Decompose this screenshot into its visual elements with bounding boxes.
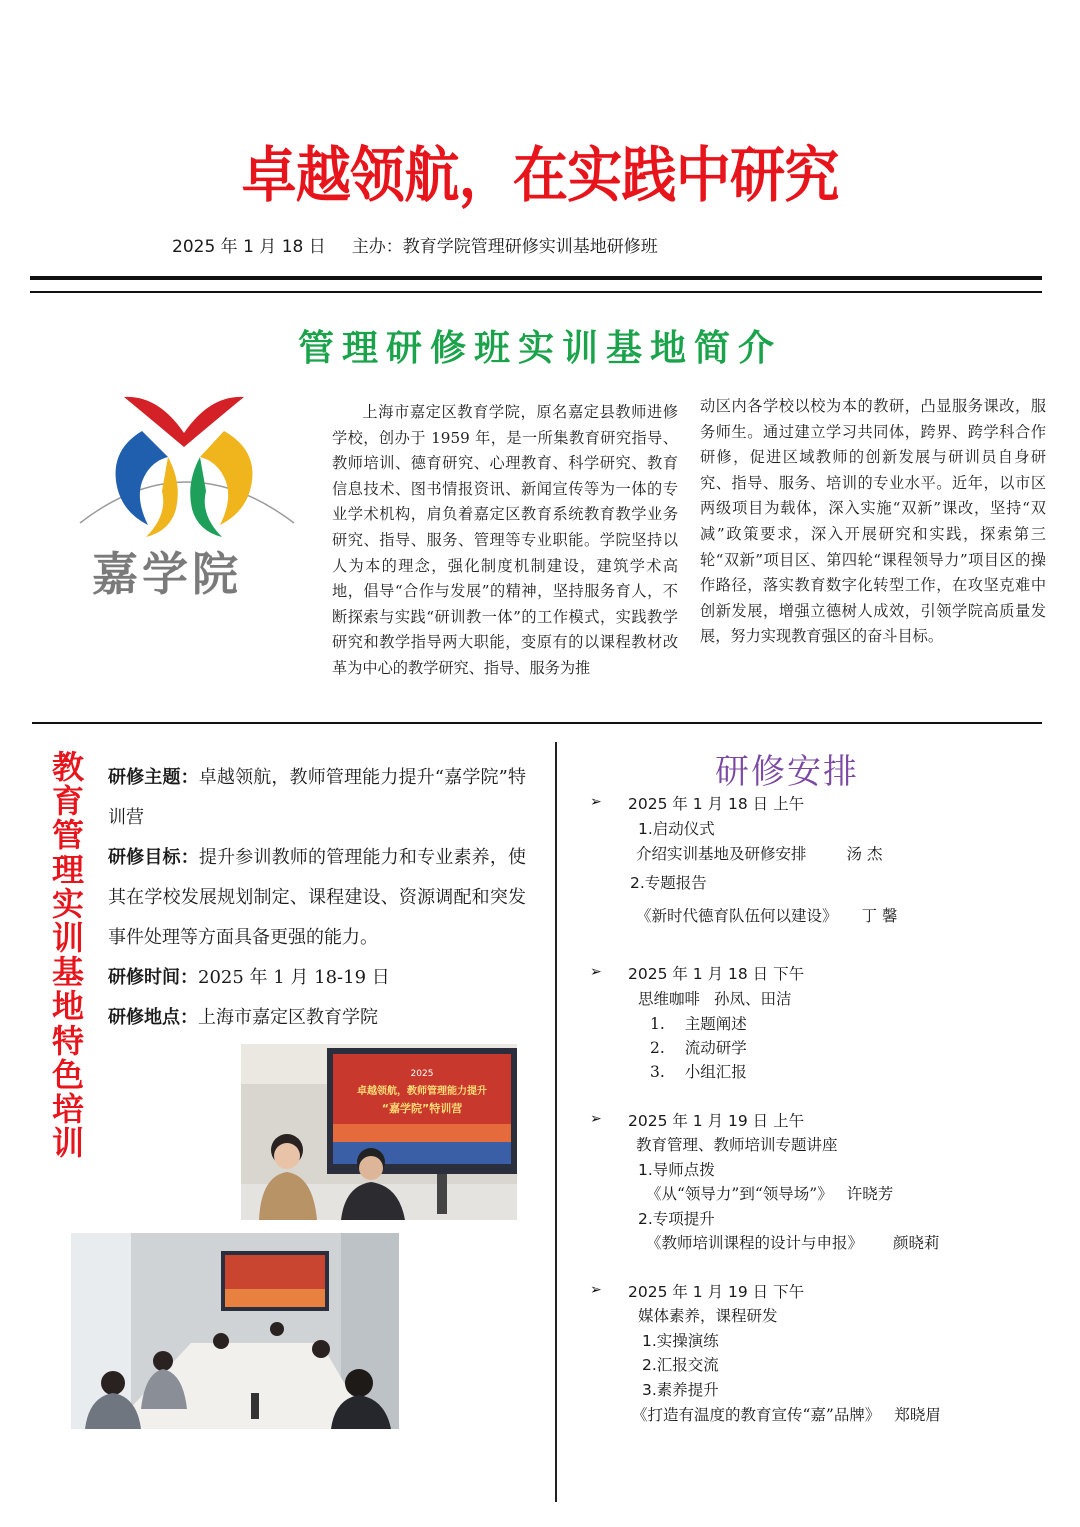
vertical-char: 基 bbox=[51, 953, 84, 992]
session-4-item-1: 1.实操演练 bbox=[642, 1332, 719, 1350]
issue-date: 2025 年 1 月 18 日 bbox=[172, 237, 326, 257]
session-3-item-2: 2.专项提升 bbox=[638, 1210, 715, 1228]
logo-arc bbox=[80, 482, 294, 523]
training-place bbox=[108, 998, 526, 1038]
session-2-head bbox=[638, 987, 792, 1009]
session-4-item-2: 2.汇报交流 bbox=[642, 1356, 719, 1374]
vertical-char: 理 bbox=[51, 850, 84, 889]
speaker-name: 汤 杰 bbox=[846, 845, 883, 863]
session-1-item-1-desc bbox=[636, 842, 882, 864]
logo-yellow-shape bbox=[146, 457, 178, 537]
logo-yellow-right-shape bbox=[200, 431, 252, 525]
goal-label: 研修目标： bbox=[108, 847, 199, 868]
vertical-title bbox=[48, 748, 88, 1163]
arrow-icon: ➢ bbox=[590, 794, 602, 810]
training-details bbox=[108, 758, 526, 1038]
schedule-title: 研修安排 bbox=[715, 752, 859, 792]
session-1-item-2: 2.专题报告 bbox=[630, 874, 707, 892]
meta-line bbox=[172, 232, 658, 257]
main-title: 卓越领航，在实践中研究 bbox=[241, 141, 839, 211]
theme-label: 研修主题： bbox=[108, 767, 199, 788]
intro-text-col-1: 上海市嘉定区教育学院，原名嘉定县教师进修学校，创办于 1959 年，是一所集教育研究指导、教师培训、德育研究、心理教育、科学研究、教育信息技术、图书情报资讯、新闻宣传等为一体的专业学术机构，肩负着嘉定区教育系统教育教学业务研究、指导、服务、管理等专业职能。学院坚持以人为本的理念，强化制度机制建设，建筑学术高地，倡导“合作与发展”的精神，坚持服务育人，不断探索与实践“研训教一体”的工作模式，实践教学研究和教学指导两大职能，变原有的以课程教材改革为中心的教学研究、指导、服务为推 bbox=[332, 403, 678, 677]
session-2-item-3 bbox=[650, 1060, 747, 1082]
vertical-char: 培 bbox=[51, 1090, 84, 1129]
vertical-char: 育 bbox=[51, 782, 84, 821]
photo-meeting-room bbox=[71, 1233, 399, 1429]
logo-green-shape bbox=[190, 457, 222, 537]
arrow-icon: ➢ bbox=[590, 1282, 602, 1298]
vertical-char: 管 bbox=[51, 816, 84, 855]
theme-value: 卓越领航，教师管理能力提升“嘉学院”特训营 bbox=[108, 767, 526, 828]
time-label: 研修时间： bbox=[108, 967, 198, 988]
arrow-icon: ➢ bbox=[590, 964, 602, 980]
vertical-char: 地 bbox=[51, 987, 84, 1026]
vertical-char: 色 bbox=[51, 1055, 84, 1094]
vertical-char: 实 bbox=[51, 884, 84, 923]
arrow-icon: ➢ bbox=[590, 1111, 602, 1127]
time-value: 2025 年 1 月 18-19 日 bbox=[198, 967, 390, 988]
logo-text: 嘉学院 bbox=[92, 547, 242, 601]
session-4-item-3-desc bbox=[632, 1403, 941, 1425]
intro-title: 管理研修班实训基地简介 bbox=[297, 328, 782, 369]
desc-text: 《新时代德育队伍何以建设》 bbox=[636, 907, 838, 925]
speaker-name: 许晓芳 bbox=[846, 1185, 894, 1203]
speaker-name: 丁 馨 bbox=[861, 907, 898, 925]
header-rule-thick bbox=[30, 276, 1042, 280]
header-rule-thin bbox=[30, 291, 1042, 293]
session-1-item-1: 1.启动仪式 bbox=[638, 820, 715, 838]
session-2-date: 2025 年 1 月 18 日 下午 bbox=[628, 965, 805, 983]
session-2-item-2 bbox=[650, 1036, 747, 1058]
session-1-item-2-desc bbox=[636, 904, 897, 926]
speaker-name: 孙凤、田洁 bbox=[714, 990, 792, 1008]
training-time bbox=[108, 958, 526, 998]
item-num: 1. bbox=[650, 1015, 665, 1033]
screen-line-2: “嘉学院”特训营 bbox=[381, 1102, 463, 1115]
item-text: 小组汇报 bbox=[684, 1063, 747, 1081]
screen-year: 2025 bbox=[410, 1069, 434, 1079]
training-goal bbox=[108, 838, 526, 958]
session-4-head: 媒体素养，课程研发 bbox=[638, 1307, 778, 1325]
goal-value: 提升参训教师的管理能力和专业素养，使其在学校发展规划制定、课程建设、资源调配和突发事件处理等方面具备更强的能力。 bbox=[108, 847, 527, 948]
desc-text: 《打造有温度的教育宣传“嘉”品牌》 bbox=[632, 1406, 881, 1424]
item-text: 主题阐述 bbox=[684, 1015, 747, 1033]
training-theme bbox=[108, 758, 526, 838]
vertical-char: 特 bbox=[51, 1021, 84, 1060]
photo-presenters bbox=[241, 1044, 517, 1220]
desc-text: 介绍实训基地及研修安排 bbox=[636, 845, 807, 863]
place-label: 研修地点： bbox=[108, 1007, 198, 1028]
session-4-item-3: 3.素养提升 bbox=[642, 1381, 719, 1399]
session-3-item-2-desc bbox=[646, 1231, 940, 1253]
vertical-char: 教 bbox=[51, 748, 84, 786]
session-3-date: 2025 年 1 月 19 日 上午 bbox=[628, 1112, 805, 1130]
desc-text: 《教师培训课程的设计与申报》 bbox=[646, 1234, 864, 1252]
session-1-date: 2025 年 1 月 18 日 上午 bbox=[628, 795, 805, 813]
item-text: 流动研学 bbox=[684, 1039, 747, 1057]
speaker-name: 郑晓眉 bbox=[894, 1406, 941, 1424]
screen-line-1: 卓越领航，教师管理能力提升 bbox=[357, 1086, 487, 1097]
session-3-head: 教育管理、教师培训专题讲座 bbox=[636, 1136, 838, 1154]
organizer: 主办：教育学院管理研修实训基地研修班 bbox=[351, 237, 658, 257]
column-divider bbox=[555, 742, 557, 1502]
place-value: 上海市嘉定区教育学院 bbox=[198, 1007, 378, 1028]
session-3-item-1: 1.导师点拨 bbox=[638, 1161, 715, 1179]
item-num: 2. bbox=[650, 1039, 665, 1057]
desc-text: 《从“领导力”到“领导场”》 bbox=[646, 1185, 833, 1203]
logo-blue-shape bbox=[116, 431, 168, 525]
section-rule bbox=[32, 722, 1042, 724]
head-text: 思维咖啡 bbox=[638, 990, 701, 1008]
session-4-date: 2025 年 1 月 19 日 下午 bbox=[628, 1283, 805, 1301]
intro-text-col-2: 动区内各学校以校为本的教研，凸显服务课改，服务师生。通过建立学习共同体，跨界、跨学科合作研修，促进区域教师的创新发展与研训员自身研究、指导、服务、培训的专业水平。近年，以市区两级项目为载体，深入实施“双新”课改，坚持“双减”政策要求，深入开展研究和实践，探索第三轮“双新”项目区、第四轮“课程领导力”项目区的操作路径，落实教育数字化转型工作，在攻坚克难中创新发展，增强立德树人成效，引领学院高质量发展，努力实现教育强区的奋斗目标。 bbox=[700, 397, 1046, 646]
vertical-char: 训 bbox=[51, 1124, 84, 1163]
vertical-char: 训 bbox=[51, 919, 84, 958]
session-3-item-1-desc bbox=[646, 1182, 893, 1204]
session-2-item-1 bbox=[650, 1012, 747, 1034]
item-num: 3. bbox=[650, 1063, 665, 1081]
speaker-name: 颜晓莉 bbox=[893, 1234, 940, 1252]
